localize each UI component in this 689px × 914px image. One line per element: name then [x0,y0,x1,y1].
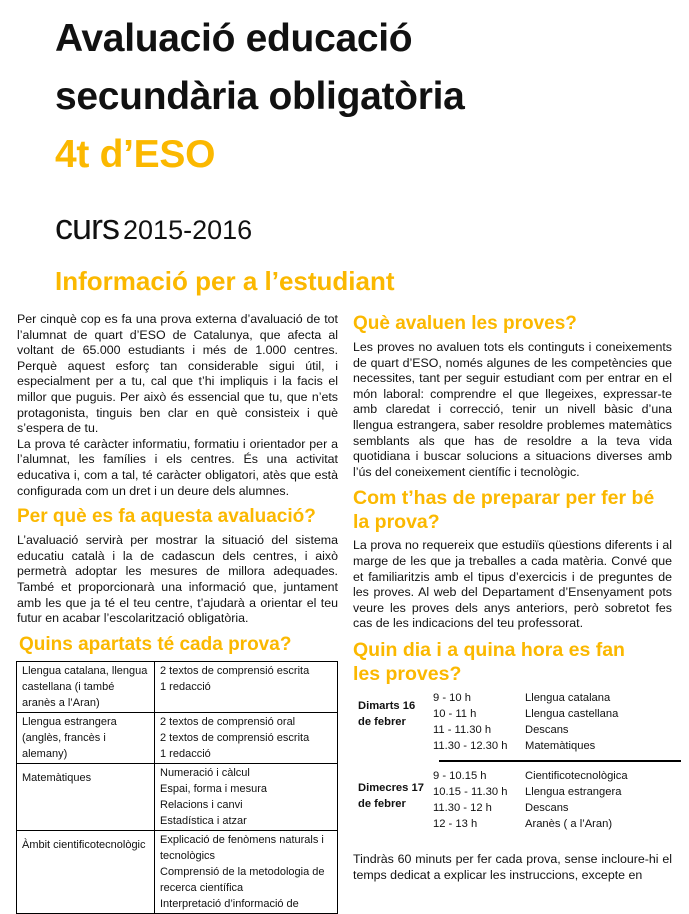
school-year [55,206,252,248]
slot-subject: Llengua estrangera [525,785,622,798]
subject-cell: Llengua catalana, llengua castellana (i també aranès a l’Aran) [17,661,155,712]
subject-cell: Matemàtiques [17,763,155,830]
item-text: Relacions i canvi [160,798,243,811]
slot-subject: Matemàtiques [525,739,596,752]
parts-row [17,763,338,830]
slot-time: 11.30 - 12.30 h [433,739,508,752]
slot-subject: Descans [525,801,569,814]
schedule-slot [433,800,569,816]
schedule-slot [433,816,612,832]
items-cell [155,830,338,913]
title-line-1: Avaluació educació [55,17,413,60]
slot-time: 9 - 10.15 h [433,769,487,782]
intro-text [17,312,338,499]
why-heading: Per què es fa aquesta avaluació? [17,506,316,528]
parts-row [17,661,338,712]
slot-time: 11.30 - 12 h [433,801,492,814]
items-cell [155,712,338,763]
parts-row [17,712,338,763]
slot-subject: Aranès ( a l’Aran) [525,817,613,830]
slot-subject: Llengua catalana [525,691,611,704]
curs-label: curs [55,206,120,247]
item-text: Interpretació d’informació de [160,897,299,910]
parts-row [17,830,338,913]
schedule-slot [433,690,610,706]
prep-text: La prova no requereix que estudiïs qüestions diferents i al marge de les que ja treballes a cada matèria. Convé que et familiaritzis amb el tipus d’exercicis i de preguntes de les proves. Al web del Departament d’Ensenyament pots veure les proves dels anys anteriors, però sobretot fes cas de les indicacions del teu professorat. [353,538,672,631]
title-grade: 4t d’ESO [55,133,216,176]
intro-paragraph-2: La prova té caràcter informatiu, formatiu i orientador per a l’alumnat, les famílies i els centres. És una activitat educativa i, com a tal, té caràcter obligatori, atès que està configurada com un dret i un deure dels alumnes. [17,436,338,498]
right-column [353,312,672,883]
slot-time: 10 - 11 h [433,707,477,720]
item-text: 2 textos de comprensió escrita [160,664,310,677]
schedule-slot [433,722,569,738]
subject-cell: Llengua estrangera (anglès, francès i alemany) [17,712,155,763]
slot-time: 9 - 10 h [433,691,471,704]
intro-paragraph-1: Per cinquè cop es fa una prova externa d’avaluació de tot l’alumnat de quart d’ESO de Catalunya, que afecta al voltant de 65.000 estudiants i més de 1.000 centres. Perquè aquest esforç tan considerable sigui útil, i especialment per a tu, cal que t’hi impliquis i la facis el millor que puguis. Per això és essencial que tu, que n’ets protagonista, tinguis ben clar en què consisteix i què s’espera de tu. [17,312,338,436]
slot-subject: Llengua castellana [525,707,619,720]
why-text: L’avaluació servirà per mostrar la situació del sistema educatiu català i la de cadascun dels centres, i això permetrà adoptar les mesures de millora adequades. També et proporcionarà una informació que, juntament amb les que ja té el teu centre, t’ajudarà a orientar el teu futur en acabar l’escolarització obligatòria. [17,533,338,626]
schedule-slot [433,738,595,754]
schedule-slot [433,768,628,784]
schedule-slot [433,784,621,800]
item-text: Espai, forma i mesura [160,782,267,795]
subtitle: Informació per a l’estudiant [55,266,395,296]
item-text: Comprensió de la metodologia de recerca científica [160,865,325,894]
when-heading: Quin dia i a quina hora es fan les proves? [353,638,625,685]
schedule [358,690,668,842]
item-text: Explicació de fenòmens naturals i tecnològics [160,833,324,862]
parts-table [16,661,338,914]
item-text: 1 redacció [160,680,211,693]
schedule-slot [433,706,618,722]
item-text: 2 textos de comprensió oral [160,715,296,728]
left-column [17,312,338,914]
slot-subject: Cientificotecnològica [525,769,628,782]
schedule-day: Dimarts 16 de febrer [358,699,416,728]
slot-time: 10.15 - 11.30 h [433,785,508,798]
slot-time: 12 - 13 h [433,817,478,830]
final-text: Tindràs 60 minuts per fer cada prova, sense incloure-hi el temps dedicat a explicar les instruccions, excepte en [353,851,672,882]
items-cell [155,763,338,830]
item-text: Numeració i càlcul [160,766,250,779]
curs-year: 2015-2016 [123,215,253,245]
item-text: 2 textos de comprensió escrita [160,731,310,744]
schedule-day: Dimecres 17 de febrer [358,781,424,810]
item-text: 1 redacció [160,747,211,760]
slot-time: 11 - 11.30 h [433,723,492,736]
items-cell [155,661,338,712]
title-line-2: secundària obligatòria [55,75,465,118]
item-text: Estadística i atzar [160,814,247,827]
prep-heading: Com t’has de preparar per fer bé la prova? [353,487,655,534]
what-heading: Què avaluen les proves? [353,313,577,334]
what-text: Les proves no avaluen tots els continguts i coneixements de quart d’ESO, només algunes de les competències que necessites, tant per seguir estudiant com per entrar en el món laboral: comprendre el que llegeixes, expressar-te amb claredat i correcció, tenir un nivell bàsic d’una llengua estrangera, saber resoldre problemes matemàtics semblants als que has de resoldre a la teva vida quotidiana i buscar solucions a situacions diverses amb l’ús del coneixement científic i tecnològic. [353,340,672,479]
subject-cell: Àmbit cientificotecnològic [17,830,155,913]
schedule-divider [439,760,681,762]
parts-heading: Quins apartats té cada prova? [19,633,292,655]
slot-subject: Descans [525,723,569,736]
